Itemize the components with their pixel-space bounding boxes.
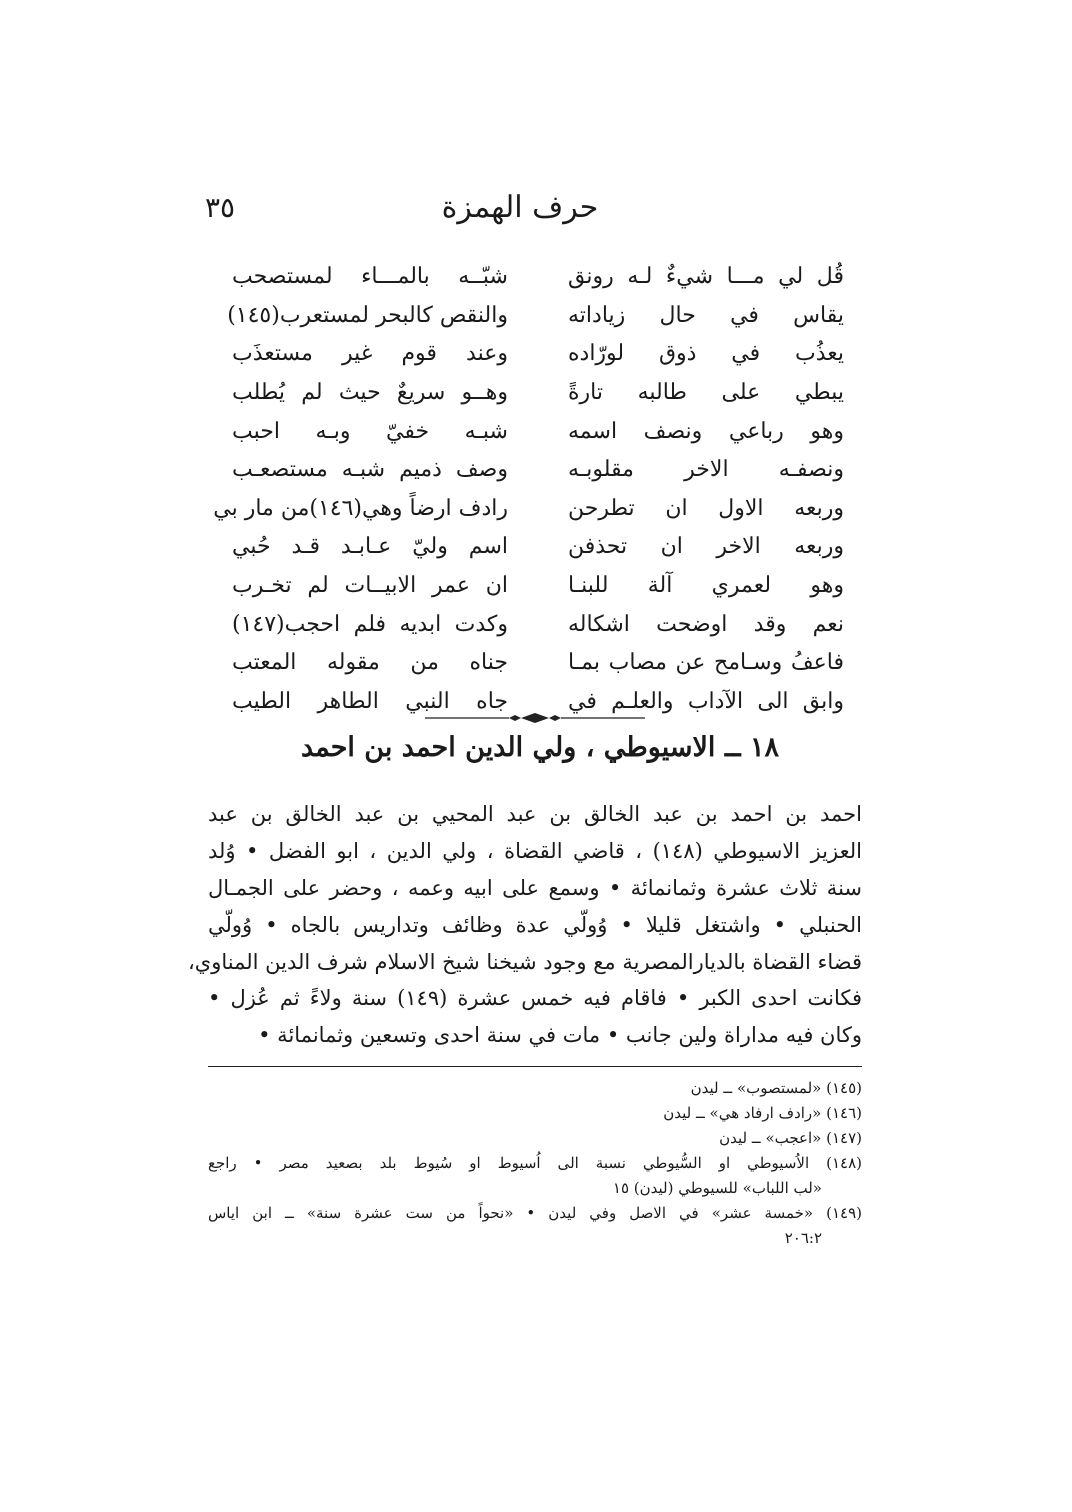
verse-first-hemistich: يبطي على طالبه تارةً xyxy=(568,380,844,406)
verse xyxy=(232,258,844,297)
verse-first-hemistich: يقاس في حال زياداته xyxy=(568,302,844,328)
text-line: قضاء القضاة بالديارالمصرية مع وجود شيخنا شيخ الاسلام شرف الدين المناوي، xyxy=(188,949,862,974)
biography-text xyxy=(188,796,862,1054)
ornament-diamond-center xyxy=(521,713,549,723)
verse-second-hemistich: والنقص كالبحر لمستعرب(١٤٥) xyxy=(227,302,508,328)
verse-second-hemistich: وكدت ابديه فلم احجب(١٤٧) xyxy=(232,611,508,637)
text-line: فكانت احدى الكبر • فاقام فيه خمس عشرة (١٤٩) سنة ولاءً ثم عُزل • xyxy=(208,986,862,1011)
verse-first-hemistich: يعذُب في ذوق لورّاده xyxy=(568,341,844,367)
page-number: ٣٥ xyxy=(205,191,236,224)
verse-first-hemistich: قُل لي مـــا شيءٌ لـه رونق xyxy=(568,264,844,290)
text-line: وكان فيه مداراة ولين جانب • مات في سنة احدى وتسعين وثمانمائة • xyxy=(258,1023,862,1048)
section-heading: ١٨ ــ الاسيوطي ، ولي الدين احمد بن احمد xyxy=(300,732,780,763)
verse xyxy=(227,297,844,336)
footnote-146: (١٤٦) «رادف ارفاد هي» ــ ليدن xyxy=(663,1104,862,1122)
verse xyxy=(232,528,844,567)
verse-first-hemistich: وابق الى الآداب والعلـم في xyxy=(568,688,844,714)
footnote-147: (١٤٧) «اعجب» ــ ليدن xyxy=(719,1129,862,1147)
verse xyxy=(232,335,844,374)
verse-second-hemistich: وصف ذميم شبـه مستصعـب xyxy=(232,457,508,483)
verse xyxy=(232,412,844,451)
verse xyxy=(232,451,844,490)
footnotes xyxy=(208,1076,862,1251)
ornament-diamond-small-right xyxy=(549,715,561,721)
verse xyxy=(232,605,844,644)
verse-second-hemistich: جناه من مقوله المعتب xyxy=(232,650,508,676)
verse-second-hemistich: وهــو سريعٌ حيث لم يُطلب xyxy=(232,380,508,406)
verse xyxy=(232,644,844,683)
verse-first-hemistich: وربعه الاول ان تطرحن xyxy=(568,495,844,521)
footnote-149: (١٤٩) «خمسة عشر» في الاصل وفي ليدن • «نحواً من ست عشرة سنة» ــ ابن اياس xyxy=(208,1204,862,1222)
verse-second-hemistich: شبـه خفيّ وبـه احبب xyxy=(232,418,508,444)
ornament-divider xyxy=(425,712,645,724)
text-line: سنة ثلاث عشرة وثمانمائة • وسمع على ابيه وعمه ، وحضر على الجمـال xyxy=(208,875,862,900)
verse-first-hemistich: فاعفُ وسـامح عن مصاب بمـا xyxy=(568,650,844,676)
running-title: حرف الهمزة xyxy=(441,190,599,225)
text-line: الحنبلي • واشتغل قليلا • وُولّي عدة وظائف وتداريس بالجاه • وُولّي xyxy=(208,912,862,937)
footnote-rule xyxy=(208,1066,862,1067)
ornament-diamond-small-left xyxy=(509,715,521,721)
verse-first-hemistich: ونصفـه الاخر مقلوبـه xyxy=(568,457,844,483)
poem xyxy=(213,258,844,721)
text-line: احمد بن احمد بن عبد الخالق بن عبد المحيي بن عبد الخالق بن عبد xyxy=(208,802,862,826)
verse-first-hemistich: وهو لعمري آلة للبنـا xyxy=(568,573,844,599)
verse-second-hemistich: اسم وليّ عـابـد قـد حُبي xyxy=(232,534,508,560)
verse xyxy=(232,567,844,606)
verse-second-hemistich: شبّــه بالمـــاء لمستصحب xyxy=(232,264,508,290)
verse-first-hemistich: وربعه الاخر ان تحذفن xyxy=(568,534,844,560)
text-line: العزيز الاسيوطي (١٤٨) ، قاضي القضاة ، ولي الدين ، ابو الفضل • وُلد xyxy=(208,838,862,863)
verse-second-hemistich: جاه النبي الطاهر الطيب xyxy=(232,688,508,714)
verse-first-hemistich: وهو رباعي ونصف اسمه xyxy=(568,418,844,444)
verse-second-hemistich: ان عمر الابيــات لم تخـرب xyxy=(232,573,508,599)
verse xyxy=(213,490,844,529)
footnote-145: (١٤٥) «لمستصوب» ــ ليدن xyxy=(690,1079,862,1097)
footnote-148-continuation: «لب اللباب» للسيوطي (ليدن) ١٥ xyxy=(612,1179,822,1197)
verse xyxy=(232,374,844,413)
verse-first-hemistich: نعم وقد اوضحت اشكاله xyxy=(568,611,844,637)
footnote-148: (١٤٨) الاُسيوطي او السُّيوطي نسبة الى اُسيوط او سُيوط بلد بصعيد مصر • راجع xyxy=(208,1154,862,1172)
verse-second-hemistich: وعند قوم غير مستعذَب xyxy=(232,341,508,367)
footnote-149-continuation: ٢٠٦:٢ xyxy=(784,1229,822,1247)
verse-second-hemistich: رادف ارضاً وهي(١٤٦)من مار بي xyxy=(213,495,508,521)
